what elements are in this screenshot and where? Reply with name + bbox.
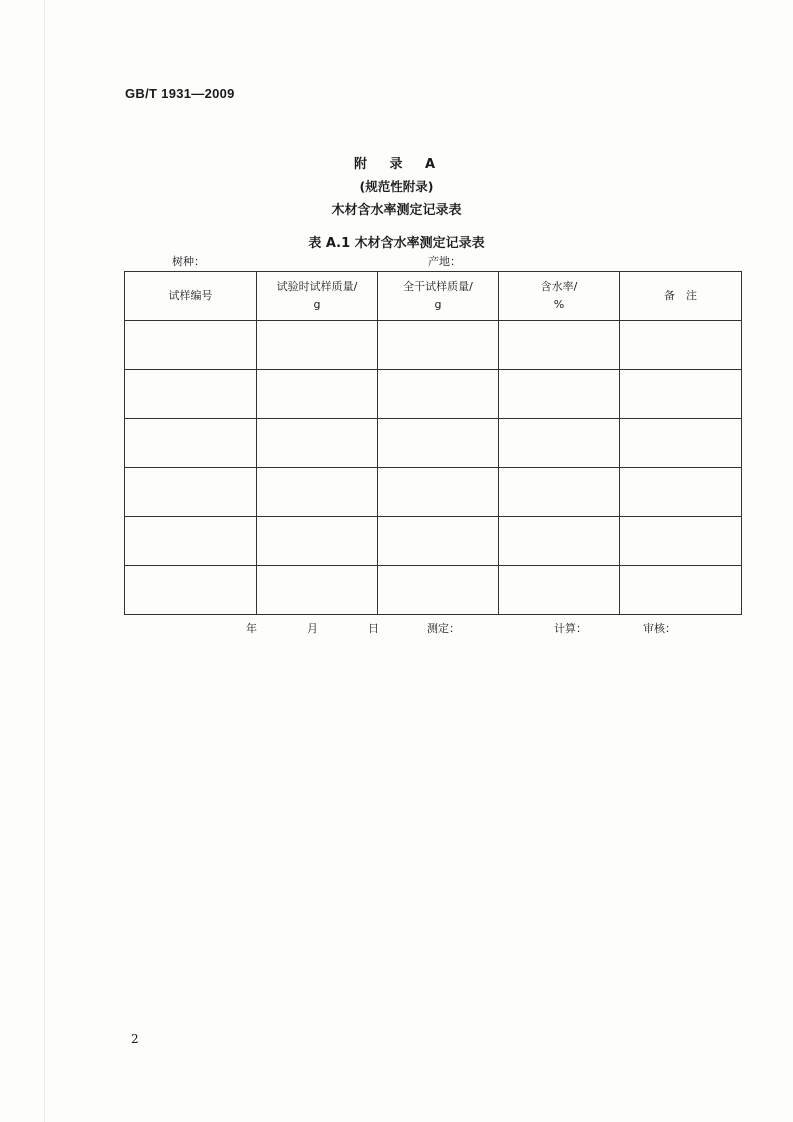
table-cell [499,321,620,370]
header-remarks-text: 备 注 [664,289,697,302]
table-cell [125,321,257,370]
table-cell [378,321,499,370]
table-cell [499,566,620,615]
table-row [125,321,742,370]
table-row [125,370,742,419]
origin-label: 产地： [428,255,461,268]
header-moisture-content-unit: % [553,298,565,311]
table-cell [499,370,620,419]
table-cell [257,419,378,468]
table-cell [378,566,499,615]
table-cell [378,419,499,468]
table-cell [620,468,742,517]
header-test-mass [257,272,378,321]
header-test-mass-text: 试验时试样质量/ [276,280,358,293]
table-cell [125,517,257,566]
header-moisture-content-text: 含水率/ [540,280,578,293]
table-cell [620,419,742,468]
table-cell [378,517,499,566]
table-row [125,468,742,517]
header-dry-mass-text: 全干试样质量/ [403,280,473,293]
header-dry-mass [378,272,499,321]
header-sample-number-text: 试样编号 [168,289,213,302]
header-test-mass-unit: g [313,298,321,311]
table-cell [125,419,257,468]
table-cell [125,370,257,419]
appendix-type: (规范性附录) [359,179,434,194]
table-cell [257,566,378,615]
table-cell [125,468,257,517]
header-remarks [620,272,742,321]
footer-calculated-by: 计算： [554,622,587,635]
table-cell [257,468,378,517]
table-cell [499,419,620,468]
footer-measured-by: 测定： [427,622,460,635]
footer-month: 月 [307,622,318,635]
standard-number: GB/T 1931—2009 [125,86,235,101]
table-cell [378,370,499,419]
table-row [125,419,742,468]
appendix-label: 附 录 A [353,157,440,172]
table-header-row [125,272,742,321]
footer-year: 年 [246,622,257,635]
table-cell [257,321,378,370]
table-cell [257,370,378,419]
header-dry-mass-unit: g [434,298,442,311]
table-row [125,517,742,566]
table-cell [620,517,742,566]
table-cell [125,566,257,615]
table-cell [620,321,742,370]
footer-day: 日 [368,622,379,635]
table-body [125,321,742,615]
header-moisture-content [499,272,620,321]
species-label: 树种： [172,255,205,268]
moisture-record-table [124,271,742,615]
table-cell [499,517,620,566]
table-cell [378,468,499,517]
page-number: 2 [131,1032,139,1046]
table-row [125,566,742,615]
footer-reviewed-by: 审核： [643,622,676,635]
appendix-title: 木材含水率测定记录表 [331,203,462,218]
table-cell [499,468,620,517]
header-sample-number [125,272,257,321]
table-cell [620,566,742,615]
table-cell [257,517,378,566]
table-caption: 表 A.1 木材含水率测定记录表 [308,236,485,251]
table-cell [620,370,742,419]
